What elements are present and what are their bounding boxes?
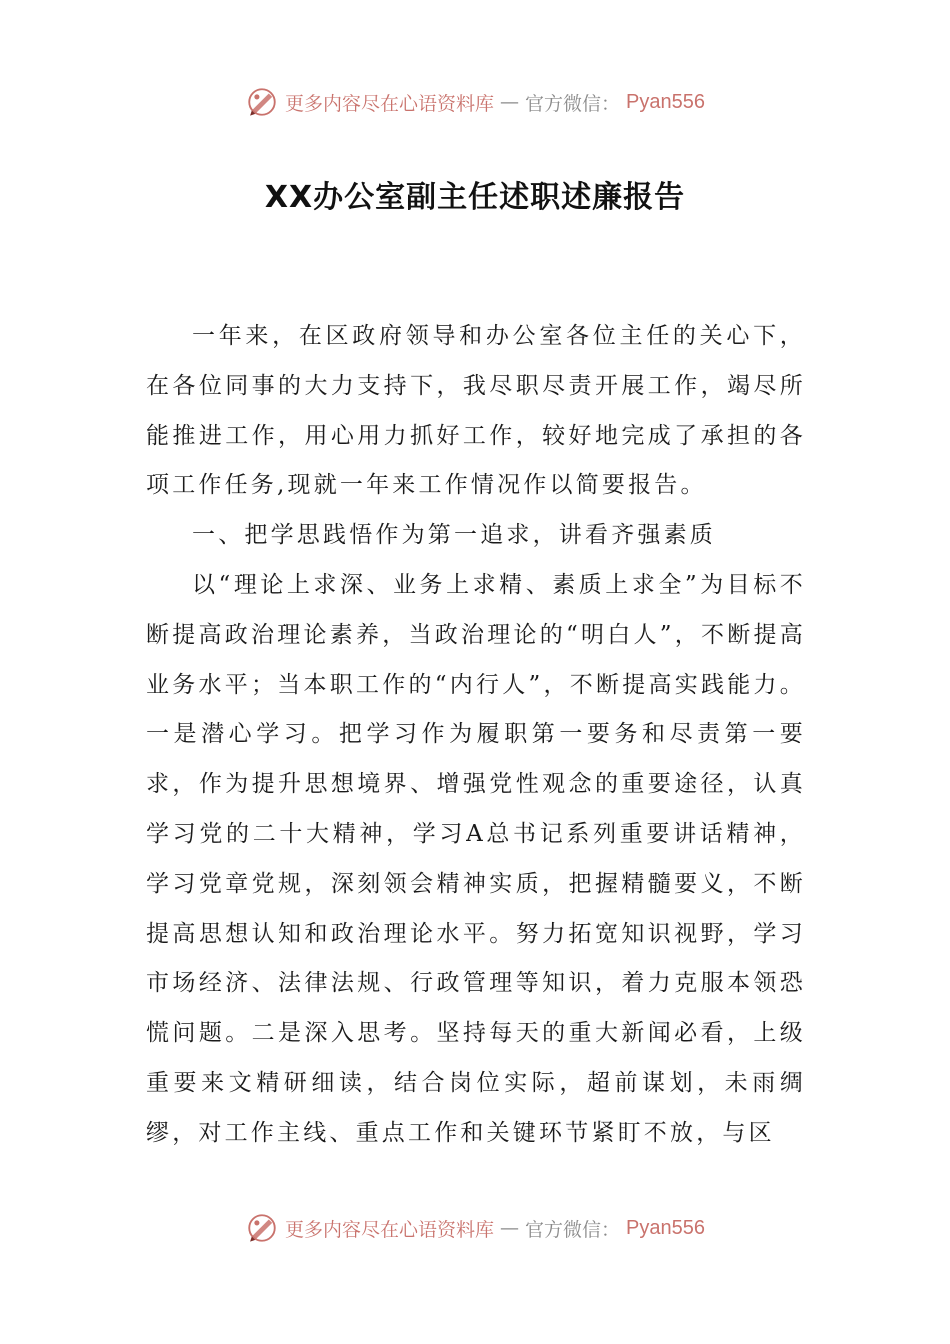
watermark-wechat-id: Pyan556 — [626, 90, 705, 113]
pen-logo-icon — [245, 85, 279, 119]
document-body — [146, 312, 806, 1159]
watermark-header — [0, 82, 950, 122]
watermark-wechat-label: 官方微信： — [525, 92, 621, 115]
watermark-wechat-id: Pyan556 — [626, 1216, 705, 1239]
watermark-wechat-label: 官方微信： — [525, 1218, 621, 1241]
document-title: XX办公室副主任述职述廉报告 — [264, 180, 686, 215]
pen-logo-icon — [245, 1211, 279, 1245]
watermark-text: 更多内容尽在心语资料库 — [285, 1218, 495, 1241]
section-heading-1: 一、把学思践悟作为第一追求，讲看齐强素质 — [192, 522, 716, 549]
watermark-text: 更多内容尽在心语资料库 — [285, 92, 495, 115]
watermark-footer — [0, 1208, 950, 1248]
paragraph-intro: 一年来，在区政府领导和办公室各位主任的关心下，在各位同事的大力支持下，我尽职尽责开展工作，竭尽所能推进工作，用心用力抓好工作，较好地完成了承担的各项工作任务,现就一年来工作情况作以简要报告。 — [146, 323, 806, 499]
watermark-separator: — — [500, 1217, 520, 1239]
watermark-separator: — — [500, 91, 520, 113]
paragraph-section-1: 以“理论上求深、业务上求精、素质上求全”为目标不断提高政治理论素养，当政治理论的“明白人”，不断提高业务水平；当本职工作的“内行人”，不断提高实践能力。一是潜心学习。把学习作为履职第一要务和尽责第一要求，作为提升思想境界、增强党性观念的重要途径，认真学习党的二十大精神，学习A总书记系列重要讲话精神，学习党章党规，深刻领会精神实质，把握精髓要义，不断提高思想认知和政治理论水平。努力拓宽知识视野，学习市场经济、法律法规、行政管理等知识，着力克服本领恐慌问题。二是深入思考。坚持每天的重大新闻必看，上级重要来文精研细读，结合岗位实际，超前谋划，未雨绸缪，对工作主线、重点工作和关键环节紧盯不放，与区 — [146, 571, 806, 1146]
